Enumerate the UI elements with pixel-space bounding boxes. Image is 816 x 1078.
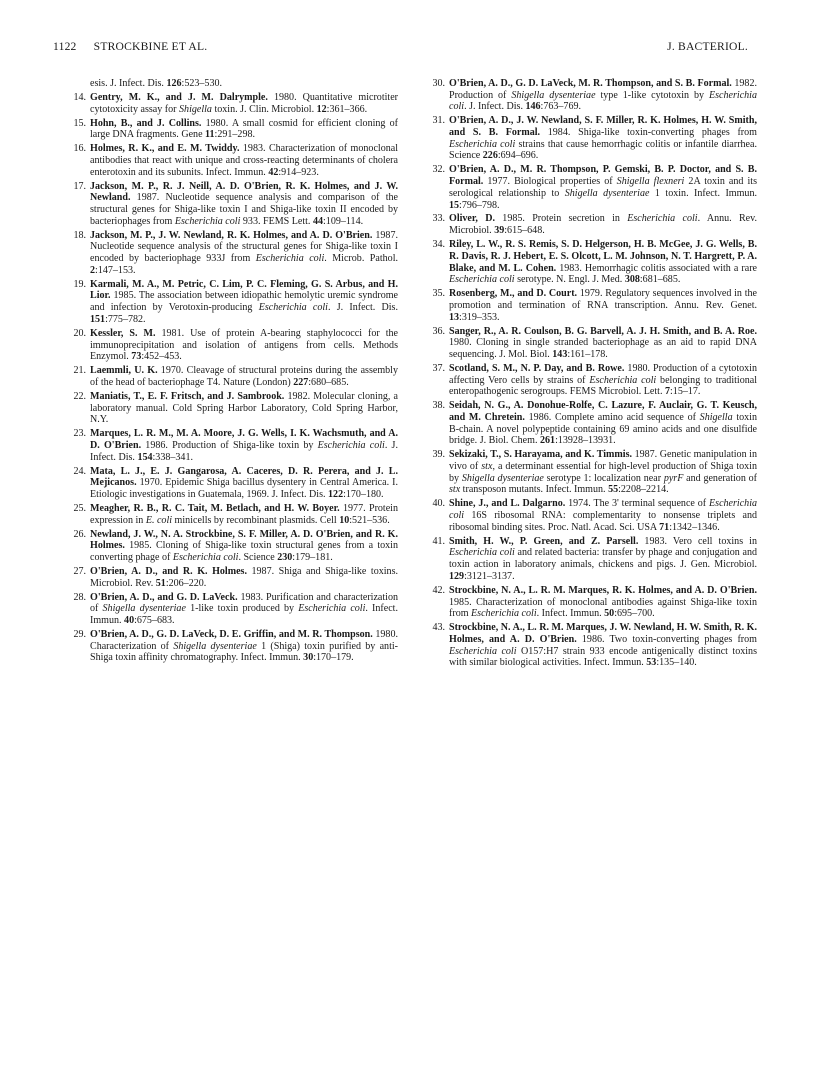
reference-italic-segment: Escherichia coli: [449, 89, 757, 113]
reference-segment: 1980. Production of a cytotoxin affecting Vero cells by strains of: [449, 362, 757, 386]
reference-entry: [423, 363, 757, 398]
reference-number: 26.: [73, 528, 86, 540]
reference-text: [90, 78, 398, 90]
reference-bold-segment: Sanger, R., A. R. Coulson, B. G. Barvell, A. J. H. Smith, and B. A. Roe.: [449, 325, 757, 337]
reference-bold-segment: Holmes, R. K., and E. M. Twiddy.: [90, 143, 240, 155]
reference-number: 42.: [432, 584, 445, 596]
reference-segment: 933. FEMS Lett.: [240, 215, 313, 227]
reference-text: [449, 213, 757, 236]
reference-entry: [423, 115, 757, 162]
reference-italic-segment: stx: [449, 484, 461, 496]
reference-segment: :161–178.: [567, 348, 608, 360]
reference-segment: toxin. J. Clin. Microbiol.: [211, 103, 317, 115]
reference-segment: :675–683.: [134, 614, 175, 626]
reference-number: 30.: [432, 78, 445, 89]
running-head-authors: STROCKBINE ET AL.: [93, 40, 208, 53]
reference-entry: [64, 143, 398, 178]
references-right-column: [423, 78, 757, 671]
reference-number: 43.: [432, 622, 445, 634]
reference-bold-segment: 261: [539, 435, 556, 447]
reference-segment: . Annu. Rev. Microbiol.: [449, 213, 757, 237]
reference-text: [449, 239, 757, 286]
reference-text: [90, 143, 398, 178]
reference-segment: :681–685.: [639, 274, 681, 286]
reference-entry: [423, 213, 757, 236]
reference-entry: [64, 230, 398, 277]
reference-segment: 1987. Nucleotide sequence analysis and comparison of the structural genes for Shiga-like toxin I and Shiga-like toxin II encoded by bacteriophages from: [90, 192, 398, 227]
reference-number: 31.: [432, 115, 445, 127]
reference-number: 37.: [432, 362, 445, 374]
reference-number: 18.: [73, 229, 86, 241]
reference-segment: :338–341.: [152, 451, 193, 463]
reference-text: [449, 536, 757, 583]
reference-segment: 1985. The association between idiopathic hemolytic uremic syndrome and infection by Verotoxin-producing: [90, 290, 398, 314]
reference-bold-segment: O'Brien, A. D., G. D. LaVeck, D. E. Griffin, and M. R. Thompson.: [90, 628, 373, 640]
reference-text: [90, 428, 398, 463]
reference-segment: 1977. Biological properties of: [483, 176, 617, 188]
reference-bold-segment: Laemmli, U. K.: [90, 365, 158, 377]
running-head-journal: J. BACTERIOL.: [667, 40, 748, 53]
reference-bold-segment: O'Brien, A. D., G. D. LaVeck, M. R. Thompson, and S. B. Formal.: [449, 78, 732, 89]
reference-segment: 1986. Complete amino acid sequence of: [524, 411, 700, 423]
reference-segment: 1970. Cleavage of structural proteins during the assembly of the head of bacteriophage T4. Nature (London): [90, 365, 398, 388]
reference-number: 35.: [432, 288, 445, 300]
reference-italic-segment: pyrF: [663, 472, 684, 484]
reference-number: 36.: [432, 325, 445, 337]
reference-segment: :452–453.: [141, 351, 182, 363]
reference-entry: [423, 164, 757, 211]
reference-segment: and generation of: [683, 472, 758, 484]
reference-segment: 1987. Nucleotide sequence analysis of the structural genes for Shiga-like toxin I encoded by bacteriophage 933J from: [90, 229, 398, 265]
reference-text: [449, 585, 757, 620]
reference-bold-segment: Mata, L. J., E. J. Gangarosa, A. Caceres, D. R. Perera, and J. L. Mejicanos.: [90, 465, 398, 489]
reference-segment: :694–696.: [497, 150, 539, 162]
reference-italic-segment: Escherichia coli: [471, 608, 537, 620]
reference-segment: 1985. Characterization of monoclonal antibodies against Shiga-like toxin from: [449, 596, 757, 620]
reference-segment: 1983. Characterization of monoclonal antibodies that react with unique and cross-reacting determinants of cholera enterotoxin and its subunits. Infect. Immun.: [90, 143, 398, 178]
reference-segment: 1 toxin. Infect. Immun.: [649, 187, 757, 199]
reference-segment: 1985. Cloning of Shiga-like toxin structural genes from a toxin converting phage of: [90, 540, 398, 563]
reference-entry: [423, 585, 757, 620]
reference-segment: :170–180.: [343, 488, 384, 500]
reference-segment: 1983. Purification and characterization of: [90, 591, 398, 615]
reference-bold-segment: 71: [659, 521, 670, 533]
reference-segment: 1987. Shiga and Shiga-like toxins. Microbiol. Rev.: [90, 565, 398, 589]
reference-segment: . Infect. Immun.: [536, 608, 605, 620]
reference-text: [90, 328, 398, 363]
reference-text: [90, 592, 398, 627]
reference-bold-segment: Shine, J., and L. Dalgarno.: [449, 498, 566, 510]
reference-segment: 1980. Cloning in single stranded bacteriophage as an aid to rapid DNA sequencing. J. Mol. Biol.: [449, 337, 757, 360]
reference-text: [90, 529, 398, 564]
reference-bold-segment: 40: [124, 614, 135, 626]
reference-entry: [64, 629, 398, 664]
reference-entry: [64, 328, 398, 363]
reference-segment: :3121–3137.: [464, 570, 515, 582]
reference-italic-segment: Escherichia coli: [449, 547, 515, 559]
reference-bold-segment: Maniatis, T., E. F. Fritsch, and J. Sambrook.: [90, 390, 285, 402]
reference-bold-segment: Newland, J. W., N. A. Strockbine, S. F. Miller, A. D. O'Brien, and R. K. Holmes.: [90, 528, 398, 552]
reference-segment: and related bacteria: transfer by phage and conjugation and toxin action in laboratory animals, chickens and pigs. J. Gen. Microbiol.: [449, 547, 757, 571]
reference-bold-segment: Oliver, D.: [449, 213, 495, 225]
reference-segment: :206–220.: [165, 577, 207, 589]
reference-entry: [423, 498, 757, 533]
reference-text: [90, 566, 398, 589]
reference-bold-segment: O'Brien, A. D., M. R. Thompson, P. Gemski, B. P. Doctor, and S. B. Formal.: [449, 164, 757, 188]
reference-segment: . J. Infect. Dis.: [327, 302, 398, 314]
reference-text: [90, 503, 398, 526]
reference-italic-segment: E. coli: [145, 514, 173, 526]
reference-italic-segment: Escherichia coli: [172, 551, 239, 563]
reference-bold-segment: 122: [328, 488, 344, 500]
reference-entry: [423, 239, 757, 286]
reference-bold-segment: Smith, H. W., P. Green, and Z. Parsell.: [449, 535, 639, 547]
reference-segment: 1986. Two toxin-converting phages from: [576, 633, 757, 645]
reference-segment: :763–769.: [540, 101, 582, 113]
reference-bold-segment: Kessler, S. M.: [90, 327, 156, 339]
reference-bold-segment: 15: [449, 199, 460, 211]
reference-entry: [64, 391, 398, 426]
reference-segment: :179–181.: [292, 551, 333, 563]
reference-number: 19.: [73, 278, 86, 290]
reference-bold-segment: 44: [312, 215, 324, 227]
reference-number: 23.: [73, 428, 86, 440]
reference-italic-segment: Shigella flexneri: [616, 176, 685, 188]
reference-number: 27.: [73, 565, 86, 577]
reference-italic-segment: Escherichia coli: [449, 498, 758, 522]
reference-bold-segment: Meagher, R. B., R. C. Tait, M. Betlach, and H. W. Boyer.: [90, 502, 340, 514]
running-head-left: [53, 40, 207, 53]
reference-italic-segment: Escherichia coli: [449, 274, 515, 286]
reference-bold-segment: 308: [624, 274, 640, 286]
reference-number: 28.: [73, 591, 86, 603]
reference-italic-segment: Escherichia coli: [449, 645, 517, 657]
reference-text: [90, 181, 398, 228]
reference-entry: [64, 466, 398, 501]
reference-number: 29.: [73, 628, 86, 640]
reference-bold-segment: Seidah, N. G., A. Donohue-Rolfe, C. Lazure, F. Auclair, G. T. Keusch, and M. Chretein.: [449, 400, 757, 423]
reference-bold-segment: O'Brien, A. D., and R. K. Holmes.: [90, 565, 247, 577]
reference-bold-segment: Scotland, S. M., N. P. Day, and B. Rowe.: [449, 362, 625, 374]
reference-segment: transposon mutants. Infect. Immun.: [460, 484, 609, 496]
reference-text: [449, 400, 757, 447]
reference-segment: :695–700.: [614, 608, 655, 620]
reference-segment: :521–536.: [349, 514, 390, 526]
reference-segment: strains that cause hemorrhagic colitis or infantile diarrhea. Science: [449, 138, 757, 162]
reference-number: 22.: [73, 390, 86, 402]
reference-segment: :680–685.: [308, 376, 349, 388]
reference-italic-segment: Shigella: [179, 103, 212, 115]
reference-segment: . J. Infect. Dis.: [90, 439, 398, 463]
reference-segment: 1983. Vero cell toxins in: [638, 535, 757, 547]
reference-bold-segment: 230: [277, 551, 293, 563]
reference-number: 39.: [432, 449, 445, 461]
reference-segment: :135–140.: [656, 657, 697, 669]
reference-text: [449, 449, 757, 496]
reference-segment: :319–353.: [459, 311, 500, 323]
reference-number: 38.: [432, 400, 445, 412]
reference-bold-segment: 50: [604, 608, 615, 620]
reference-entry: [64, 118, 398, 141]
reference-bold-segment: O'Brien, A. D., and G. D. LaVeck.: [90, 591, 238, 603]
page-header: [53, 40, 748, 56]
reference-segment: 1981. Use of protein A-bearing staphylococci for the immunoprecipitation and isolation of antigens from cells. Methods Enzymol.: [90, 327, 398, 363]
reference-segment: 1980. A small cosmid for efficient cloning of large DNA fragments. Gene: [90, 117, 398, 141]
reference-text: [449, 78, 757, 113]
reference-bold-segment: 42: [268, 166, 279, 178]
reference-number: 15.: [73, 117, 86, 129]
reference-bold-segment: Jackson, M. P., R. J. Neill, A. D. O'Brien, R. K. Holmes, and J. W. Newland.: [90, 180, 398, 204]
reference-bold-segment: 13: [449, 311, 460, 323]
reference-segment: 1982. Production of: [449, 78, 757, 101]
reference-segment: 1985. Protein secretion in: [495, 213, 628, 225]
reference-segment: 1977. Protein expression in: [90, 502, 399, 526]
reference-number: 14.: [73, 91, 86, 103]
reference-bold-segment: 39: [494, 225, 505, 237]
reference-italic-segment: stx: [481, 461, 493, 473]
reference-bold-segment: Jackson, M. P., J. W. Newland, R. K. Holmes, and A. D. O'Brien.: [90, 229, 373, 241]
reference-segment: :291–298.: [214, 129, 256, 141]
reference-number: 20.: [73, 327, 86, 339]
reference-text: [449, 363, 757, 398]
reference-entry: [64, 181, 398, 228]
reference-bold-segment: Strockbine, N. A., L. R. M. Marques, J. W. Newland, H. W. Smith, R. K. Holmes, and A. D. O'Brien.: [449, 622, 757, 645]
reference-italic-segment: Escherichia coli: [627, 213, 698, 225]
reference-text: [449, 498, 757, 533]
reference-text: [90, 629, 398, 664]
reference-segment: , a determinant essential for high-level production of Shiga toxin by: [449, 461, 757, 484]
reference-segment: toxin B-chain. A novel polypeptide containing 69 amino acids and one disulfide bridge. J. Biol. Chem.: [449, 411, 757, 447]
reference-italic-segment: Shigella dysenteriae: [102, 603, 186, 615]
reference-bold-segment: 73: [131, 351, 142, 363]
reference-number: 24.: [73, 465, 86, 477]
reference-bold-segment: Marques, L. R. M., M. A. Moore, J. G. Wells, I. K. Wachsmuth, and A. D. O'Brien.: [90, 428, 398, 451]
references-left-column: [64, 78, 398, 666]
reference-text: [449, 164, 757, 211]
reference-segment: :1342–1346.: [669, 521, 720, 533]
reference-italic-segment: Escherichia coli: [174, 215, 241, 227]
reference-italic-segment: Escherichia coli: [298, 603, 366, 615]
reference-bold-segment: 53: [646, 657, 657, 669]
reference-segment: 1980. Quantitative microtiter cytotoxicity assay for: [90, 91, 398, 115]
reference-segment: :13928–13931.: [555, 435, 616, 447]
reference-text: [90, 230, 398, 277]
reference-italic-segment: Shigella dysenteriae: [173, 640, 257, 652]
reference-segment: 1980. Characterization of: [90, 628, 398, 652]
reference-bold-segment: 10: [339, 514, 350, 526]
reference-text: [90, 466, 398, 501]
reference-bold-segment: 126: [166, 78, 182, 89]
reference-segment: serotype 1: localization near: [543, 472, 664, 484]
reference-bold-segment: Strockbine, N. A., L. R. M. Marques, R. K. Holmes, and A. D. O'Brien.: [449, 584, 757, 596]
reference-segment: 16S ribosomal RNA: complementarity to nonsense triplets and ribosomal binding sites. Proc. Natl. Acad. Sci. USA: [449, 510, 757, 533]
page-number: 1122: [53, 40, 77, 53]
reference-bold-segment: 11: [205, 129, 215, 141]
reference-bold-segment: Rosenberg, M., and D. Court.: [449, 288, 578, 300]
reference-segment: 1974. The 3' terminal sequence of: [565, 498, 710, 510]
reference-segment: :109–114.: [323, 215, 364, 227]
reference-entry: [423, 622, 757, 669]
reference-italic-segment: Escherichia coli: [449, 138, 516, 150]
reference-segment: :796–798.: [459, 199, 500, 211]
reference-segment: :523–530.: [181, 78, 223, 89]
reference-italic-segment: Shigella: [699, 411, 733, 423]
reference-segment: 1-like toxin produced by: [185, 603, 299, 615]
reference-bold-segment: Hohn, B., and J. Collins.: [90, 117, 202, 129]
reference-segment: :147–153.: [95, 264, 136, 276]
reference-number: 32.: [432, 164, 445, 176]
reference-bold-segment: 55: [608, 484, 619, 496]
reference-entry: [64, 78, 398, 90]
reference-text: [449, 288, 757, 323]
reference-italic-segment: Escherichia coli: [258, 302, 328, 314]
reference-entry: [64, 365, 398, 388]
reference-segment: 1 (Shiga) toxin purified by anti-Shiga toxin affinity chromatography. Infect. Immun.: [90, 640, 398, 664]
reference-number: [64, 78, 90, 90]
reference-segment: 1982. Molecular cloning, a laboratory manual. Cold Spring Harbor Laboratory, Cold Spring Harbor, N.Y.: [90, 390, 399, 426]
reference-bold-segment: 154: [137, 451, 153, 463]
reference-italic-segment: Escherichia coli: [317, 439, 385, 451]
reference-bold-segment: 226: [482, 150, 498, 162]
reference-entry: [64, 592, 398, 627]
reference-text: [449, 326, 757, 361]
reference-segment: 1986. Production of Shiga-like toxin by: [141, 439, 318, 451]
reference-segment: minicells by recombinant plasmids. Cell: [172, 514, 340, 526]
reference-segment: type 1-like cytotoxin by: [595, 89, 709, 101]
reference-number: 33.: [432, 213, 445, 225]
reference-number: 16.: [73, 143, 86, 155]
reference-entry: [64, 503, 398, 526]
reference-entry: [423, 400, 757, 447]
reference-segment: :15–17.: [670, 386, 701, 398]
reference-entry: [423, 536, 757, 583]
reference-segment: :775–782.: [105, 313, 146, 325]
reference-entry: [423, 288, 757, 323]
reference-bold-segment: Sekizaki, T., S. Harayama, and K. Timmis.: [449, 449, 633, 461]
reference-entry: [423, 326, 757, 361]
reference-text: [90, 391, 398, 426]
reference-entry: [423, 78, 757, 113]
reference-entry: [64, 529, 398, 564]
reference-segment: . J. Infect. Dis.: [464, 101, 526, 113]
reference-bold-segment: 151: [90, 313, 106, 325]
reference-entry: [64, 92, 398, 115]
reference-segment: :914–923.: [278, 166, 319, 178]
reference-bold-segment: 227: [293, 376, 309, 388]
reference-text: [90, 118, 398, 141]
reference-text: [449, 622, 757, 669]
reference-italic-segment: Escherichia coli: [589, 374, 657, 386]
reference-entry: [64, 279, 398, 326]
reference-segment: belonging to traditional enteropathogenic serogroups. FEMS Microbiol. Lett.: [449, 374, 757, 398]
reference-segment: . Microb. Pathol.: [324, 253, 398, 265]
reference-entry: [423, 449, 757, 496]
reference-number: 25.: [73, 502, 86, 514]
reference-italic-segment: Shigella dysenteriae: [461, 472, 544, 484]
reference-bold-segment: 146: [525, 101, 541, 113]
reference-bold-segment: 30: [303, 652, 314, 664]
reference-segment: :361–366.: [326, 103, 368, 115]
reference-text: [90, 279, 398, 326]
reference-segment: :2208–2214.: [618, 484, 669, 496]
reference-number: 41.: [432, 535, 445, 547]
reference-segment: . Infect. Immun.: [90, 603, 398, 626]
reference-number: 40.: [432, 498, 445, 510]
reference-text: [449, 115, 757, 162]
reference-number: 21.: [73, 365, 86, 377]
reference-segment: 1987. Genetic manipulation in vivo of: [449, 449, 757, 473]
reference-segment: 1984. Shiga-like toxin-converting phages from: [540, 127, 757, 139]
reference-bold-segment: 12: [316, 103, 327, 115]
reference-bold-segment: 2: [90, 264, 96, 276]
reference-bold-segment: O'Brien, A. D., J. W. Newland, S. F. Miller, R. K. Holmes, H. W. Smith, and S. B. Formal.: [449, 115, 757, 139]
reference-bold-segment: 129: [449, 570, 465, 582]
reference-segment: serotype. N. Engl. J. Med.: [514, 274, 625, 286]
reference-bold-segment: Karmali, M. A., M. Petric, C. Lim, P. C. Fleming, G. S. Arbus, and H. Lior.: [90, 278, 398, 302]
reference-bold-segment: Riley, L. W., R. S. Remis, S. D. Helgerson, H. B. McGee, J. G. Wells, B. R. Davis, R. J. Hebert, E. S. Olcott, L. M. Johnson, N. T. Hargrett, P. A. Blake, and M. L. Cohen.: [449, 239, 757, 274]
reference-segment: 1979. Regulatory sequences involved in the promotion and termination of RNA transcription. Annu. Rev. Genet.: [449, 288, 758, 311]
reference-bold-segment: 51: [155, 577, 166, 589]
reference-italic-segment: Escherichia coli: [255, 253, 325, 265]
reference-entry: [64, 428, 398, 463]
reference-segment: 1983. Hemorrhagic colitis associated with a rare: [556, 262, 758, 274]
reference-segment: :615–648.: [504, 225, 545, 237]
reference-italic-segment: Shigella dysenteriae: [564, 187, 650, 199]
reference-bold-segment: 7: [664, 386, 670, 398]
reference-segment: esis. J. Infect. Dis.: [90, 78, 167, 89]
reference-italic-segment: Shigella dysenteriae: [511, 89, 596, 101]
reference-segment: 1970. Epidemic Shiga bacillus dysentery in Central America. I. Etiologic investigations in Guatemala, 1969. J. Infect. Dis.: [90, 477, 398, 500]
reference-bold-segment: Gentry, M. K., and J. M. Dalrymple.: [90, 91, 268, 103]
reference-bold-segment: 143: [552, 348, 568, 360]
reference-segment: O157:H7 strain 933 encode antigenically distinct toxins with similar biological activities. Infect. Immun.: [449, 645, 757, 669]
reference-entry: [64, 566, 398, 589]
reference-number: 34.: [432, 239, 445, 251]
reference-segment: . Science: [238, 551, 278, 563]
reference-segment: 2A toxin and its serological relationship to: [449, 176, 758, 199]
reference-text: [90, 92, 398, 115]
reference-text: [90, 365, 398, 388]
reference-number: 17.: [73, 180, 86, 192]
reference-segment: :170–179.: [313, 652, 354, 664]
